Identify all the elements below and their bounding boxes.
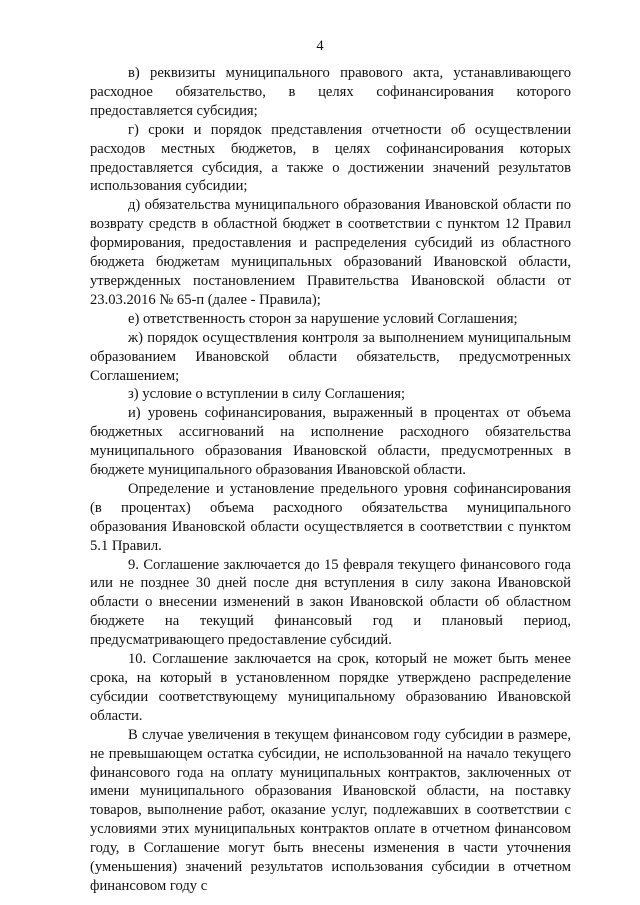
paragraph-item-z: з) условие о вступлении в силу Соглашения;	[128, 386, 406, 403]
paragraph-item-e: е) ответственность сторон за нарушение условий Соглашения;	[128, 310, 518, 327]
paragraph-subsidy-increase: В случае увеличения в текущем финансовом году субсидии в размере, не превышающем остатка субсидии, не использованной на начало текущего финансового года на оплату муниципальных контрактов, заключенных от имени муниципального образования Ивановской области, на поставку товаров, выполнение работ, оказание услуг, подлежавших в соответствии с условиями этих муниципальных контрактов оплате в отчетном финансовом году, в Соглашение могут быть внесены изменения в части уточнения (уменьшения) значений результатов использования субсидии в отчетном финансовом году с	[90, 726, 571, 894]
paragraph-item-zh: ж) порядок осуществления контроля за выполнением муниципальным образованием Ивановской области обязательств, предусмотренных Соглашением;	[90, 329, 571, 384]
paragraph-clause-9: 9. Соглашение заключается до 15 февраля текущего финансового года или не позднее 30 дней после дня вступления в силу закона Ивановской области о внесении изменений в закон Ивановской области об областном бюджете на текущий финансовый год и плановый период, предусматривающего предоставление субсидий.	[90, 556, 571, 649]
document-body	[90, 64, 571, 896]
paragraph-item-v: в) реквизиты муниципального правового акта, устанавливающего расходное обязательство, в целях софинансирования которого предоставляется субсидия;	[90, 65, 571, 119]
paragraph-item-g: г) сроки и порядок представления отчетности об осуществлении расходов местных бюджетов, в целях софинансирования которых предоставляется субсидия, а также о достижении значений результатов использования субсидии;	[90, 121, 571, 195]
paragraph-item-i: и) уровень софинансирования, выраженный в процентах от объема бюджетных ассигнований на исполнение расходного обязательства муниципального образования Ивановской области, предусмотренных в бюджете муниципального образования Ивановской области.	[90, 405, 571, 479]
paragraph-cofinancing-level: Определение и установление предельного уровня софинансирования (в процентах) объема расходного обязательства муниципального образования Ивановской области осуществляется в соответствии с пунктом 5.1 Правил.	[90, 480, 571, 554]
paragraph-clause-10: 10. Соглашение заключается на срок, который не может быть менее срока, на который в установленном порядке утверждено распределение субсидии соответствующему муниципальному образованию Ивановской области.	[90, 651, 571, 724]
paragraph-item-d: д) обязательства муниципального образования Ивановской области по возврату средств в областной бюджет в соответствии с пунктом 12 Правил формирования, предоставления и распределения субсидий из областного бюджета бюджетам муниципальных образований Ивановской области, утвержденных постановлением Правительства Ивановской области от 23.03.2016 № 65-п (далее - Правила);	[90, 197, 571, 308]
page-number: 4	[316, 38, 324, 54]
